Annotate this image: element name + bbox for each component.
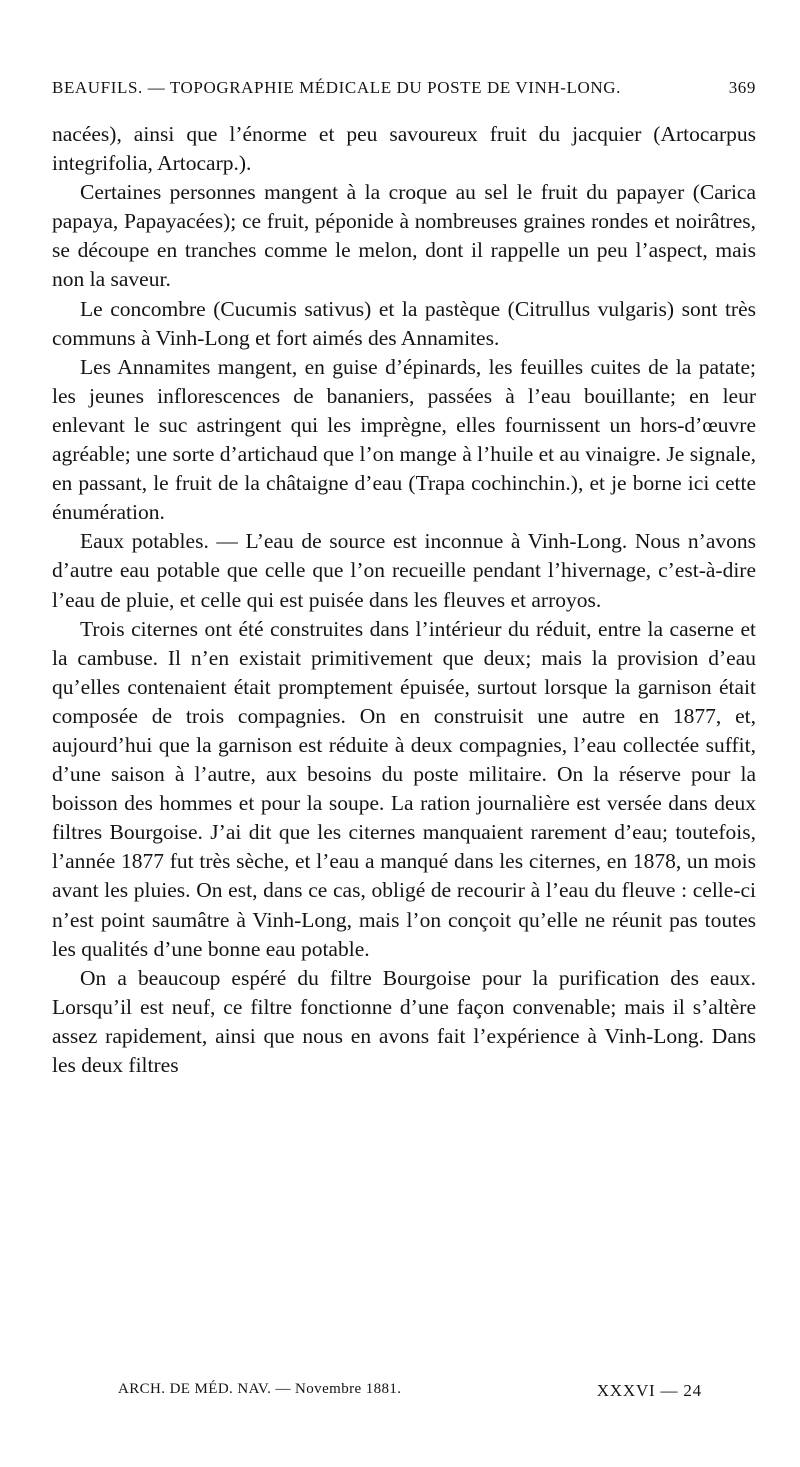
section-paragraph-eaux-potables: Eaux potables. — L’eau de source est inconnue à Vinh-Long. Nous n’avons d’autre eau potable que celle que l’on recueille pendant l’hivernage, c’est-à-dire l’eau de pluie, et celle qui est puisée dans les fleuves et arroyos. [52,529,756,612]
document-page [52,78,756,1080]
running-head [52,78,756,98]
page-footer [118,1381,702,1401]
footer-journal: ARCH. DE MÉD. NAV. — Novembre 1881. [118,1381,402,1397]
paragraph: Le concombre (Cucumis sativus) et la pastèque (Citrullus vulgaris) sont très communs à Vinh-Long et fort aimés des Annamites. [52,296,756,350]
paragraph: nacées), ainsi que l’énorme et peu savoureux fruit du jacquier (Artocarpus integrifolia, Artocarp.). [52,122,756,176]
paragraph: Les Annamites mangent, en guise d’épinards, les feuilles cuites de la patate; les jeunes inflorescences de bananiers, passées à l’eau bouillante; en leur enlevant le suc astringent qui les imprègne, elles fournissent un hors-d’œuvre agréable; une sorte d’artichaud que l’on mange à l’huile et au vinaigre. Je signale, en passant, le fruit de la châtaigne d’eau (Trapa cochinchin.), et je borne ici cette énumération. [52,354,756,525]
body-text [52,120,756,1080]
page-number: 369 [728,78,756,97]
paragraph: Certaines personnes mangent à la croque au sel le fruit du papayer (Carica papaya, Papayacées); ce fruit, péponide à nombreuses graines rondes et noirâtres, se découpe en tranches comme le melon, dont il rappelle un peu l’aspect, mais non la saveur. [52,180,756,292]
paragraph: Trois citernes ont été construites dans l’intérieur du réduit, entre la caserne et la cambuse. Il n’en existait primitivement que deux; mais la provision d’eau qu’elles contenaient était promptement épuisée, surtout lorsque la garnison était composée de trois compagnies. On en construisit une autre en 1877, et, aujourd’hui que la garnison est réduite à deux compagnies, l’eau collectée suffit, d’une saison à l’autre, aux besoins du poste militaire. On la réserve pour la boisson des hommes et pour la soupe. La ration journalière est versée dans deux filtres Bourgoise. J’ai dit que les citernes manquaient rarement d’eau; toutefois, l’année 1877 fut très sèche, et l’eau a manqué dans les citernes, en 1878, un mois avant les pluies. On est, dans ce cas, obligé de recourir à l’eau du fleuve : celle-ci n’est point saumâtre à Vinh-Long, mais l’on conçoit qu’elle ne réunit pas toutes les qualités d’une bonne eau potable. [52,616,756,961]
footer-signature: XXXVI — 24 [596,1381,702,1400]
paragraph: On a beaucoup espéré du filtre Bourgoise pour la purification des eaux. Lorsqu’il est neuf, ce filtre fonctionne d’une façon convenable; mais il s’altère assez rapidement, ainsi que nous en avons fait l’expérience à Vinh-Long. Dans les deux filtres [52,965,756,1077]
running-head-title: BEAUFILS. — TOPOGRAPHIE MÉDICALE DU POSTE DE VINH-LONG. [52,78,621,97]
